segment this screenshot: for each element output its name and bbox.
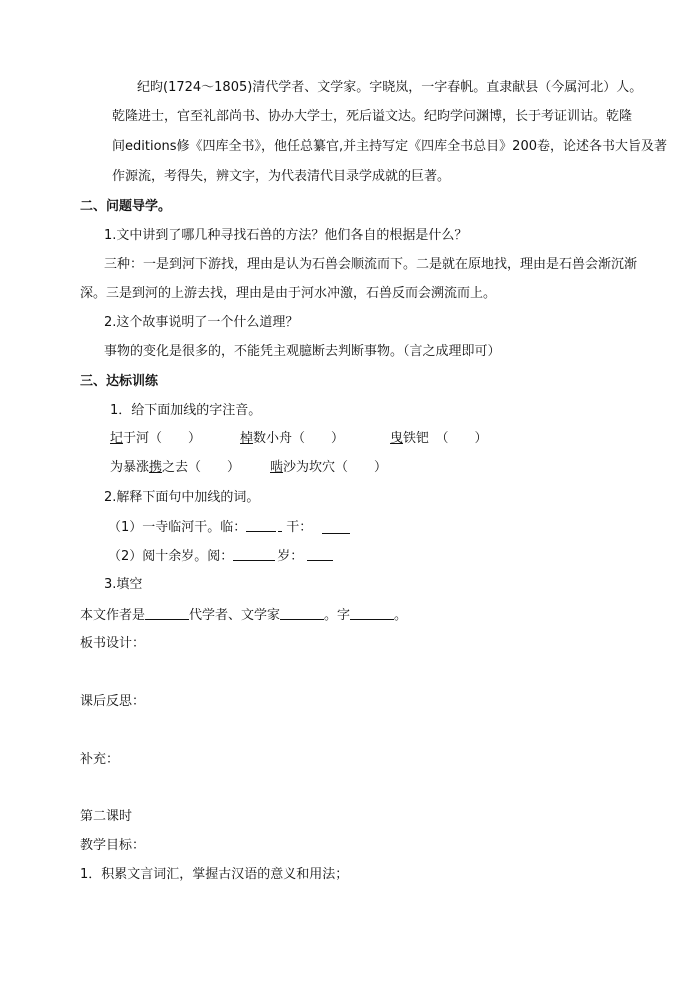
blank-field	[350, 606, 394, 620]
teaching-goals-label: 教学目标：	[80, 838, 146, 853]
pinyin-item-3: 曳铁钯 （ ）	[390, 431, 488, 446]
answer-1-line-2: 深。三是到河的上游去找，理由是由于河水冲激，石兽反而会溯流而上。	[80, 286, 497, 301]
post-class-reflection-label: 课后反思：	[80, 694, 146, 709]
explain-item-1: （1）一寺临河干。临： 干：	[108, 518, 350, 537]
bio-line-3: 间editions修《四库全书》，他任总纂官,并主持写定《四库全书总目》200卷，论述各书大旨及著	[112, 139, 667, 154]
exercise-3-prompt: 3.填空	[104, 577, 143, 592]
underlined-char: 圮	[110, 431, 124, 446]
bio-line-2: 乾隆进士，官至礼部尚书、协办大学士，死后谥文达。纪昀学问渊博，长于考证训诂。乾隆	[112, 109, 633, 124]
question-2: 2.这个故事说明了一个什么道理？	[104, 315, 299, 330]
supplement-label: 补充：	[80, 752, 120, 767]
pinyin-item-2: 棹数小舟（ ）	[240, 431, 345, 446]
lesson-2-title: 第二课时	[80, 809, 133, 824]
section-3-heading: 三、达标训练	[80, 374, 159, 389]
pinyin-item-1: 圮于河（ ）	[110, 431, 202, 446]
blank-field	[307, 547, 333, 561]
explain-item-2: （2）阅十余岁。阅： 岁：	[108, 547, 333, 566]
underlined-char: 棹	[240, 431, 254, 446]
pinyin-item-4: 为暴涨携之去（ ）	[110, 460, 241, 475]
blank-field	[322, 520, 350, 534]
blank-field	[280, 606, 324, 620]
board-design-label: 板书设计：	[80, 636, 146, 651]
underlined-char: 携	[149, 460, 163, 475]
blank-field	[278, 518, 282, 532]
pinyin-item-5: 啮沙为坎穴（ ）	[270, 460, 388, 475]
question-1: 1.文中讲到了哪几种寻找石兽的方法？他们各自的根据是什么？	[104, 228, 468, 243]
answer-1-line-1: 三种：一是到河下游找，理由是认为石兽会顺流而下。二是就在原地找，理由是石兽会渐沉渐	[104, 257, 638, 272]
answer-2: 事物的变化是很多的，不能凭主观臆断去判断事物。（言之成理即可）	[104, 344, 501, 359]
section-2-heading: 二、问题导学。	[80, 199, 172, 214]
teaching-goal-1: 1．积累文言词汇，掌握古汉语的意义和用法；	[80, 867, 349, 882]
underlined-char: 啮	[270, 460, 284, 475]
bio-line-1: 纪昀(1724～1805)清代学者、文学家。字晓岚，一字春帆。直隶献县（今属河北）人。	[137, 80, 643, 95]
blank-field	[145, 606, 189, 620]
bio-line-4: 作源流，考得失，辨文字，为代表清代目录学成就的巨著。	[112, 169, 451, 184]
exercise-1-prompt: 1．给下面加线的字注音。	[110, 403, 262, 418]
blank-field	[233, 547, 275, 561]
exercise-2-prompt: 2.解释下面句中加线的词。	[104, 490, 260, 505]
fill-in-sentence: 本文作者是 代学者、文学家 。字 。	[80, 608, 408, 623]
underlined-char: 曳	[390, 431, 404, 446]
blank-field	[246, 518, 276, 532]
